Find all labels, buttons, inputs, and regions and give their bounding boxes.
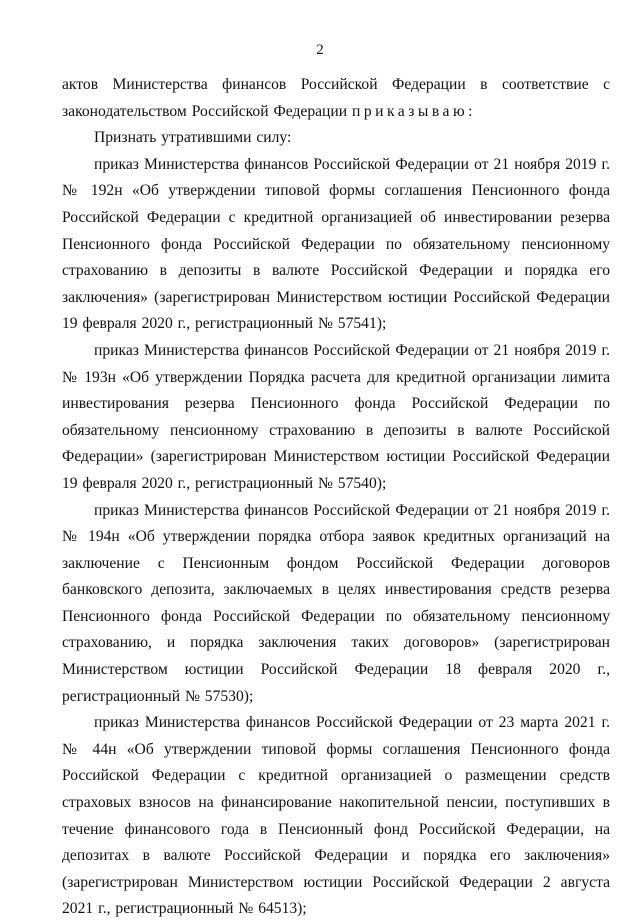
recognize-invalid-paragraph: Признать утратившими силу:	[94, 129, 292, 147]
order-194n-paragraph: приказ Министерства финансов Российской Федерации от 21 ноября 2019 г. № 194н «Об утверждении порядка отбора заявок кредитных организаций на заключение с Пенсионным фондом Российской Федерации договоров банковского депозита, заключаемых в целях инвестирования средств резерва Пенсионного фонда Российской Федерации по обязательному пенсионному страхованию, и порядка заключения таких договоров» (зарегистрирован Министерством юстиции Российской Федерации 18 февраля 2020 г., регистрационный № 57530);	[62, 501, 610, 705]
intro-text: актов Министерства финансов Российской Федерации в соответствие с законодательством Российской Федерации	[62, 76, 610, 120]
document-body	[62, 72, 610, 923]
order-192n-paragraph: приказ Министерства финансов Российской Федерации от 21 ноября 2019 г. № 192н «Об утверждении типовой формы соглашения Пенсионного фонда Российской Федерации с кредитной организацией об инвестировании резерва Пенсионного фонда Российской Федерации по обязательному пенсионному страхованию в депозиты в валюте Российской Федерации и порядка его заключения» (зарегистрирован Министерством юстиции Российской Федерации 19 февраля 2020 г., регистрационный № 57541);	[62, 155, 610, 333]
page-number: 2	[316, 42, 324, 58]
intro-paragraph	[62, 72, 610, 125]
order-193n-paragraph: приказ Министерства финансов Российской Федерации от 21 ноября 2019 г. № 193н «Об утверждении Порядка расчета для кредитной организации лимита инвестирования резерва Пенсионного фонда Российской Федерации по обязательному пенсионному страхованию в депозиты в валюте Российской Федерации» (зарегистрирован Министерством юстиции Российской Федерации 19 февраля 2020 г., регистрационный № 57540);	[62, 341, 610, 492]
intro-tail: :	[468, 102, 473, 120]
order-word: приказываю	[351, 102, 469, 120]
order-44n-paragraph: приказ Министерства финансов Российской Федерации от 23 марта 2021 г. № 44н «Об утверждении типовой формы соглашения Пенсионного фонда Российской Федерации с кредитной организацией о размещении средств страховых взносов на финансирование накопительной пенсии, поступивших в течение финансового года в Пенсионный фонд Российской Федерации, на депозитах в валюте Российской Федерации и порядка его заключения» (зарегистрирован Министерством юстиции Российской Федерации 2 августа 2021 г., регистрационный № 64513);	[62, 714, 610, 918]
